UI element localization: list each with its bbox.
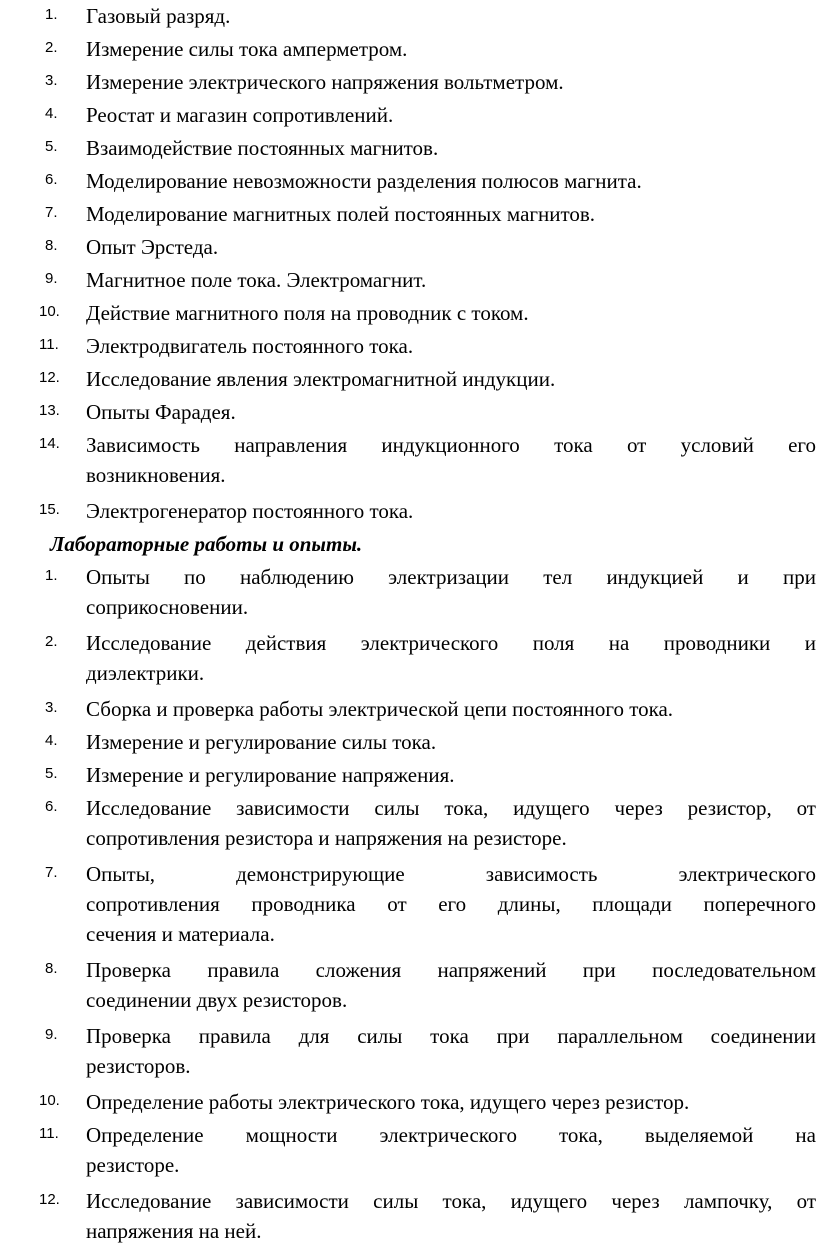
- list-number: 8.: [45, 960, 58, 977]
- list-text-line: сопротивления проводника от его длины, площади поперечного: [86, 892, 816, 916]
- list-text: [86, 562, 816, 622]
- list-text: Определение работы электрического тока, идущего через резистор.: [86, 1090, 690, 1114]
- list-text-line: Проверка правила сложения напряжений при последовательном: [86, 958, 816, 982]
- list-text: Измерение силы тока амперметром.: [86, 37, 408, 61]
- list-text: Опыты Фарадея.: [86, 400, 236, 424]
- list-text: Сборка и проверка работы электрической цепи постоянного тока.: [86, 697, 674, 721]
- list-number: 5.: [45, 765, 58, 782]
- list-number: 1.: [45, 6, 58, 23]
- list-text: Измерение и регулирование напряжения.: [86, 763, 455, 787]
- list-number: 7.: [45, 864, 58, 881]
- list-number: 14.: [39, 435, 60, 452]
- list-number: 11.: [39, 1125, 59, 1142]
- list-number: 6.: [45, 798, 58, 815]
- list-text-line: резисторов.: [86, 1054, 191, 1078]
- list-text-line: сопротивления резистора и напряжения на резисторе.: [86, 826, 567, 850]
- list-text-line: сечения и материала.: [86, 922, 275, 946]
- list-text-line: диэлектрики.: [86, 661, 205, 685]
- list-text: [86, 1186, 816, 1246]
- list-text: Электрогенератор постоянного тока.: [86, 499, 414, 523]
- list-number: 4.: [45, 732, 58, 749]
- list-text: [86, 1021, 816, 1081]
- list-text: Исследование явления электромагнитной индукции.: [86, 367, 556, 391]
- list-text-line: Исследование действия электрического поля на проводники и: [86, 631, 816, 655]
- list-text: Взаимодействие постоянных магнитов.: [86, 136, 439, 160]
- list-text-line: Исследование зависимости силы тока, идущего через резистор, от: [86, 796, 816, 820]
- list-text: Опыт Эрстеда.: [86, 235, 219, 259]
- list-text-line: Проверка правила для силы тока при параллельном соединении: [86, 1024, 816, 1048]
- list-text: [86, 628, 816, 688]
- list-text-line: соприкосновении.: [86, 595, 249, 619]
- list-number: 10.: [39, 303, 60, 320]
- list-text: Измерение и регулирование силы тока.: [86, 730, 437, 754]
- list-text-line: напряжения на ней.: [86, 1219, 262, 1243]
- list-number: 6.: [45, 171, 58, 188]
- list-number: 11.: [39, 336, 59, 353]
- list-text-line: возникновения.: [86, 463, 226, 487]
- list-number: 15.: [39, 501, 60, 518]
- list-number: 2.: [45, 39, 58, 56]
- list-number: 13.: [39, 402, 60, 419]
- list-number: 3.: [45, 72, 58, 89]
- list-number: 3.: [45, 699, 58, 716]
- section-heading: Лабораторные работы и опыты.: [50, 532, 363, 556]
- list-text-line: Определение мощности электрического тока, выделяемой на: [86, 1123, 816, 1147]
- list-text-line: Опыты по наблюдению электризации тел индукцией и при: [86, 565, 816, 589]
- list-text: [86, 793, 816, 853]
- list-number: 5.: [45, 138, 58, 155]
- list-text: [86, 955, 816, 1015]
- list-number: 8.: [45, 237, 58, 254]
- list-number: 7.: [45, 204, 58, 221]
- list-number: 4.: [45, 105, 58, 122]
- list-text: Измерение электрического напряжения вольтметром.: [86, 70, 564, 94]
- list-text-line: Исследование зависимости силы тока, идущего через лампочку, от: [86, 1189, 816, 1213]
- list-number: 12.: [39, 1191, 60, 1208]
- list-text: Магнитное поле тока. Электромагнит.: [86, 268, 427, 292]
- list-text: Моделирование магнитных полей постоянных магнитов.: [86, 202, 596, 226]
- list-text: [86, 859, 816, 949]
- list-text-line: соединении двух резисторов.: [86, 988, 348, 1012]
- list-number: 1.: [45, 567, 58, 584]
- list-text-line: резисторе.: [86, 1153, 180, 1177]
- list-number: 10.: [39, 1092, 60, 1109]
- list-number: 9.: [45, 1026, 58, 1043]
- list-number: 2.: [45, 633, 58, 650]
- list-text: Электродвигатель постоянного тока.: [86, 334, 414, 358]
- list-text: [86, 1120, 816, 1180]
- list-text: Газовый разряд.: [86, 4, 231, 28]
- list-text-line: Опыты, демонстрирующие зависимость электрического: [86, 862, 816, 886]
- list-text: Реостат и магазин сопротивлений.: [86, 103, 394, 127]
- list-text: [86, 430, 816, 490]
- list-text-line: Зависимость направления индукционного тока от условий его: [86, 433, 816, 457]
- list-text: Действие магнитного поля на проводник с током.: [86, 301, 529, 325]
- list-number: 9.: [45, 270, 58, 287]
- list-text: Моделирование невозможности разделения полюсов магнита.: [86, 169, 642, 193]
- list-number: 12.: [39, 369, 60, 386]
